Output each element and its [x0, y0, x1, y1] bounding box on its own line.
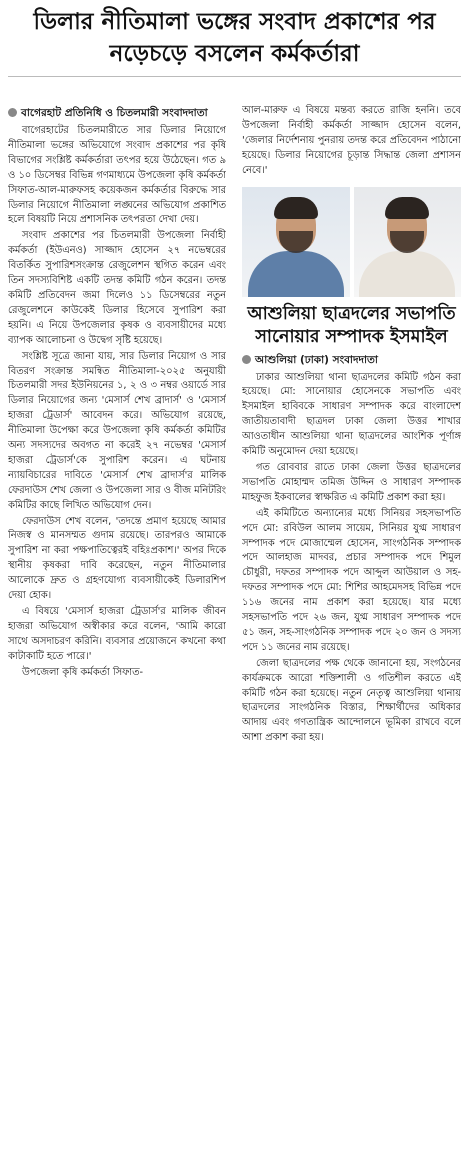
headline-divider [8, 76, 461, 77]
article-headline: আশুলিয়া ছাত্রদলের সভাপতি সানোয়ার সম্পাদক ইসমাইল [247, 303, 456, 347]
bullet-icon [8, 108, 17, 117]
right-column [242, 104, 461, 1151]
portrait-photo [354, 187, 462, 297]
left-column [8, 104, 226, 1151]
article-columns [8, 104, 461, 1151]
article-paragraph: ঢাকার আশুলিয়া থানা ছাত্রদলের কমিটি গঠন করা হয়েছে। মো: সানোয়ার হোসেনকে সভাপতি এবং ইসমাইল হাবিবকে সাধারণ সম্পাদক করে বাংলাদেশ জাতীয়তাবাদী ছাত্রদল ঢাকা জেলা উত্তর শাখার আওতাধীন আশুলিয়া থানা ছাত্রদলের আংশিক পূর্ণাঙ্গ কমিটি অনুমোদন দেয়া হয়েছে। [242, 371, 461, 458]
article-paragraph: সংবাদ প্রকাশের পর চিতলমারী উপজেলা নির্বাহী কর্মকর্তা (ইউএনও) সাজ্জাদ হোসেন ২৭ নভেম্বরের বিতর্কিত সুপারিশসংক্রান্ত রেজুলেশন স্থগিত করেন এবং তিন সদস্যবিশিষ্ট একটি তদন্ত কমিটি গঠন করেন। তদন্ত কমিটি প্রতিবেদন জমা দিলেও ১১ ডিসেম্বরের নতুন রেজুলেশনে কাউকেই ডিলার হিসেবে সুপারিশ করা হয়নি। এ নিয়ে উপজেলার কৃষক ও ব্যবসায়ীদের মধ্যে ব্যাপক আলোচনা ও উদ্বেগ সৃষ্টি হয়েছে। [8, 230, 226, 346]
portrait-photo [242, 187, 350, 297]
photo-row [242, 187, 461, 297]
article-paragraph: সংশ্লিষ্ট সূত্রে জানা যায়, সার ডিলার নিয়োগ ও সার বিতরণ সংক্রান্ত সমন্বিত নীতিমালা-২০২৫ অনুযায়ী চিতলমারী সদর ইউনিয়নের ১, ২ ও ৩ নম্বর ওয়ার্ডে সার ডিলার নিয়োগের জন্য 'মেসার্স শেখ ব্রাদার্স' ও 'মেসার্স হাজরা ট্রেডার্স' আবেদন করে। অভিযোগ রয়েছে, নীতিমালা উপেক্ষা করে উপজেলা কৃষি কর্মকর্তা কমিটির অন্য সদস্যদের অবগত না করেই ২৭ নভেম্বর 'মেসার্স হাজরা ট্রেডার্স'কে সুপারিশ করেন। এ ঘটনায় ন্যায়বিচারের দাবিতে 'মেসার্স শেখ ব্রাদার্স'র মালিক ফেরদাউস শেখ জেলা ও উপজেলা সার ও বীজ মনিটরিং কমিটির কাছে লিখিত অভিযোগ দেন। [8, 350, 226, 511]
byline-text: বাগেরহাট প্রতিনিধি ও চিতলমারী সংবাদদাতা [21, 107, 208, 119]
bullet-icon [242, 355, 251, 364]
article-paragraph: বাগেরহাটের চিতলমারীতে সার ডিলার নিয়োগে নীতিমালা ভঙ্গের অভিযোগে সংবাদ প্রকাশের পর কৃষি বিভাগের সংশ্লিষ্ট কর্মকর্তারা তৎপর হয়ে উঠেছেন। গত ৯ ও ১০ ডিসেম্বর বিভিন্ন গণমাধ্যমে উপজেলা কৃষি কর্মকর্তা সিফাত-আল-মারুফসহ কয়েকজন কর্মকর্তার বিরুদ্ধে সার ডিলার নিয়োগে নীতিমালা লঙ্ঘনের অভিযোগ প্রকাশিত হলে বিষয়টি নিয়ে প্রশাসনিক তৎপরতা দেখা দেয়। [8, 125, 226, 226]
article-headline: ডিলার নীতিমালা ভঙ্গের সংবাদ প্রকাশের পর নড়েচড়ে বসলেন কর্মকর্তারা [33, 9, 436, 67]
article-continuation: আল-মারুফ এ বিষয়ে মন্তব্য করতে রাজি হননি। তবে উপজেলা নির্বাহী কর্মকর্তা সাজ্জাদ হোসেন বলেন, 'জেলার নির্দেশনায় পুনরায় তদন্ত করে প্রতিবেদন পাঠানো হয়েছে। ডিলার নিয়োগের চূড়ান্ত সিদ্ধান্ত জেলা প্রশাসন নেবে।' [242, 105, 461, 176]
article-byline [242, 353, 461, 367]
article-paragraph: উপজেলা কৃষি কর্মকর্তা সিফাত- [22, 666, 144, 678]
article-paragraph: জেলা ছাত্রদলের পক্ষ থেকে জানানো হয়, সংগঠনের কার্যক্রমকে আরো শক্তিশালী ও গতিশীল করতে এই কমিটি গঠন করা হয়েছে। নতুন নেতৃত্ব আশুলিয়া থানায় ছাত্রদলের সাংগঠনিক বিস্তার, শিক্ষার্থীদের অধিকার আদায় এবং গণতান্ত্রিক আন্দোলনে ভূমিকা রাখবে বলে আশা প্রকাশ করা হয়। [242, 657, 461, 744]
article-paragraph: গত রোববার রাতে ঢাকা জেলা উত্তর ছাত্রদলের সভাপতি মোহাম্মদ তমিজ উদ্দিন ও সাধারণ সম্পাদক মাহফুজ ইকবালের স্বাক্ষরিত এ কমিটি প্রকাশ করা হয়। [242, 461, 461, 503]
article-paragraph: এই কমিটিতে অন্যান্যের মধ্যে সিনিয়র সহসভাপতি পদে মো: রবিউল আলম সায়েম, সিনিয়র যুগ্ম সাধারণ সম্পাদক পদে মোজাম্মেল হোসেন, সাংগঠনিক সম্পাদক পদে আলহাজ মাদবর, প্রচার সম্পাদক পদে শিমুল চৌধুরী, দফতর সম্পাদক পদে আব্দুল আউয়াল ও সহ-দফতর সম্পাদক পদে মো: শিশির আহমেদসহ বিভিন্ন পদে ১১৬ জনের নাম প্রকাশ করা হয়েছে। যার মধ্যে সহসভাপতি পদে ২৬ জন, যুগ্ম সাধারণ সম্পাদক পদে ৫১ জন, সহ-সাংগঠনিক সম্পাদক পদে ২০ জন ও সদস্য পদে ১১ জনের নাম রয়েছে। [242, 507, 461, 653]
article-paragraph: ফেরদাউস শেখ বলেন, 'তদন্তে প্রমাণ হয়েছে আমার নিজস্ব ও মানসম্মত গুদাম রয়েছে। তারপরও আমাকে সুপারিশ না করা পক্ষপাতিত্বেরই বহিঃপ্রকাশ।' অপর দিকে স্থানীয় কৃষকরা দাবি করেছেন, নতুন নীতিমালার আলোকে দ্রুত ও গ্রহণযোগ্য ব্যবসায়ীকেই ডিলারশিপ দেয়া হোক। [8, 515, 226, 602]
article-byline [8, 106, 226, 120]
byline-text: আশুলিয়া (ঢাকা) সংবাদদাতা [255, 353, 378, 366]
article-paragraph: এ বিষয়ে 'মেসার্স হাজরা ট্রেডার্স'র মালিক জীবন হাজরা অভিযোগ অস্বীকার করে বলেন, 'আমি কারো সাথে অসদাচরণ করিনি। ব্যবসার প্রয়োজনে কখনো কথা কাটাকাটি হতে পারে।' [8, 606, 226, 662]
